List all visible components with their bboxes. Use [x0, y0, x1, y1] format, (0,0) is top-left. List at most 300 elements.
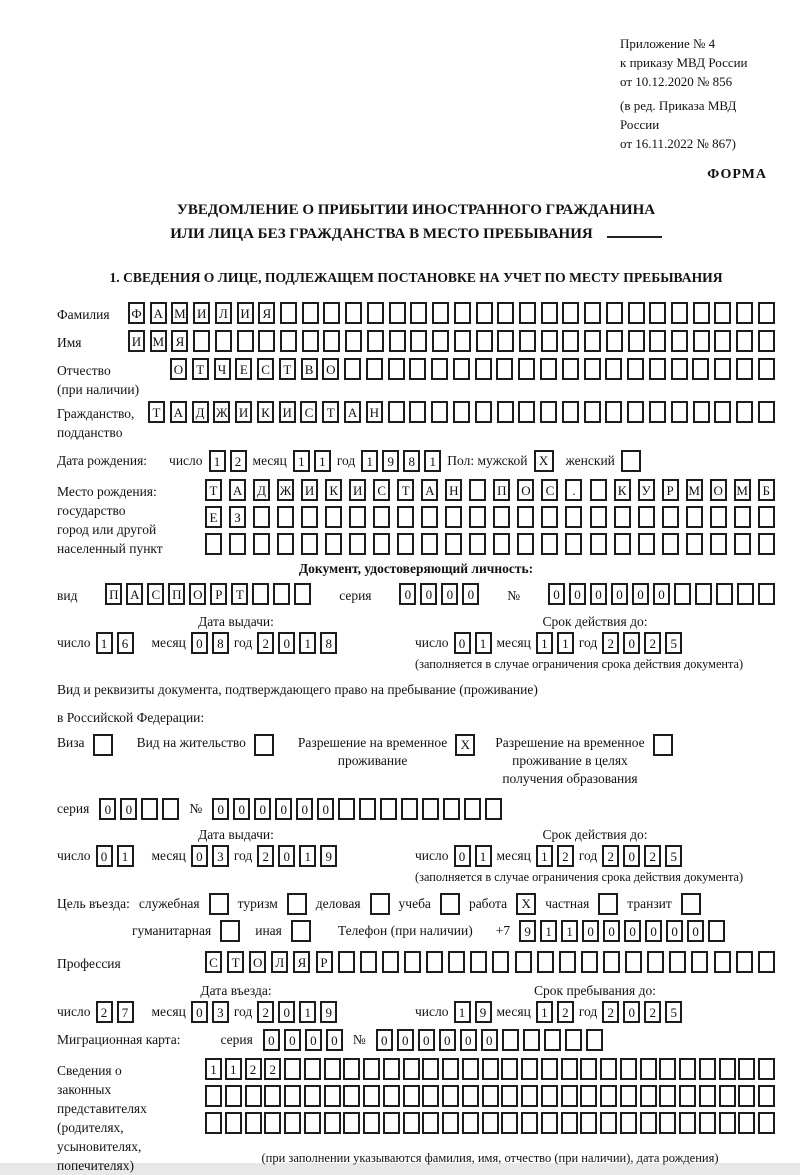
char-cell[interactable] — [409, 401, 426, 423]
char-cell[interactable] — [485, 798, 502, 820]
char-cell[interactable] — [562, 358, 579, 380]
char-cell[interactable] — [620, 1058, 637, 1080]
char-cell[interactable] — [699, 1112, 716, 1134]
char-cell[interactable] — [205, 1112, 222, 1134]
char-cell[interactable] — [562, 401, 579, 423]
char-cell[interactable]: Ж — [277, 479, 294, 501]
char-cell[interactable] — [603, 951, 620, 973]
char-cell[interactable]: 0 — [632, 583, 649, 605]
digit-cell[interactable]: 5 — [665, 632, 682, 654]
char-cell[interactable]: 0 — [441, 583, 458, 605]
char-cell[interactable] — [324, 1058, 341, 1080]
char-cell[interactable]: Я — [171, 330, 188, 352]
char-cell[interactable] — [699, 1085, 716, 1107]
char-cell[interactable]: Р — [316, 951, 333, 973]
char-cell[interactable] — [540, 358, 557, 380]
char-cell[interactable]: И — [237, 302, 254, 324]
visa-checkbox[interactable] — [93, 734, 113, 756]
char-cell[interactable] — [584, 401, 601, 423]
char-cell[interactable]: А — [126, 583, 143, 605]
char-cell[interactable] — [606, 330, 623, 352]
char-cell[interactable] — [389, 302, 406, 324]
char-cell[interactable]: 0 — [418, 1029, 435, 1051]
char-cell[interactable] — [699, 1058, 716, 1080]
char-cell[interactable] — [383, 1058, 400, 1080]
char-cell[interactable] — [193, 330, 210, 352]
char-cell[interactable] — [638, 533, 655, 555]
char-cell[interactable] — [304, 1085, 321, 1107]
char-cell[interactable] — [373, 533, 390, 555]
char-cell[interactable] — [383, 1112, 400, 1134]
char-cell[interactable] — [323, 330, 340, 352]
char-cell[interactable] — [229, 533, 246, 555]
char-cell[interactable] — [620, 1112, 637, 1134]
char-cell[interactable] — [497, 401, 514, 423]
digit-cell[interactable]: 1 — [557, 632, 574, 654]
char-cell[interactable] — [253, 506, 270, 528]
char-cell[interactable] — [649, 330, 666, 352]
digit-cell[interactable]: 2 — [257, 1001, 274, 1023]
migration-series-cells[interactable] — [263, 1029, 343, 1051]
char-cell[interactable] — [469, 506, 486, 528]
char-cell[interactable] — [454, 302, 471, 324]
char-cell[interactable] — [628, 302, 645, 324]
char-cell[interactable]: 1 — [540, 920, 557, 942]
representatives-line2[interactable] — [205, 1085, 775, 1107]
char-cell[interactable]: 0 — [317, 798, 334, 820]
char-cell[interactable] — [540, 401, 557, 423]
digit-cell[interactable]: 3 — [212, 1001, 229, 1023]
purpose-private-checkbox[interactable] — [598, 893, 618, 915]
char-cell[interactable] — [343, 1058, 360, 1080]
char-cell[interactable] — [523, 1029, 540, 1051]
purpose-humanitarian-checkbox[interactable] — [220, 920, 240, 942]
char-cell[interactable] — [581, 951, 598, 973]
char-cell[interactable] — [323, 302, 340, 324]
char-cell[interactable] — [695, 583, 712, 605]
char-cell[interactable] — [442, 1058, 459, 1080]
char-cell[interactable]: 0 — [569, 583, 586, 605]
char-cell[interactable]: П — [168, 583, 185, 605]
profession-cells[interactable] — [205, 951, 775, 973]
char-cell[interactable]: 0 — [397, 1029, 414, 1051]
char-cell[interactable] — [294, 583, 311, 605]
char-cell[interactable]: 0 — [254, 798, 271, 820]
char-cell[interactable] — [606, 302, 623, 324]
char-cell[interactable] — [580, 1058, 597, 1080]
char-cell[interactable]: М — [686, 479, 703, 501]
char-cell[interactable] — [302, 302, 319, 324]
char-cell[interactable] — [349, 506, 366, 528]
digit-cell[interactable]: 2 — [644, 1001, 661, 1023]
temp-residence-checkbox[interactable]: X — [455, 734, 475, 756]
char-cell[interactable] — [324, 1085, 341, 1107]
digit-cell[interactable]: 1 — [475, 632, 492, 654]
char-cell[interactable] — [453, 358, 470, 380]
char-cell[interactable]: Т — [148, 401, 165, 423]
char-cell[interactable]: 0 — [611, 583, 628, 605]
char-cell[interactable]: Е — [205, 506, 222, 528]
digit-cell[interactable]: 2 — [257, 632, 274, 654]
char-cell[interactable] — [738, 1112, 755, 1134]
char-cell[interactable]: 0 — [666, 920, 683, 942]
digit-cell[interactable]: 8 — [403, 450, 420, 472]
char-cell[interactable]: М — [171, 302, 188, 324]
digit-cell[interactable]: 9 — [475, 1001, 492, 1023]
char-cell[interactable] — [562, 330, 579, 352]
char-cell[interactable]: Д — [253, 479, 270, 501]
char-cell[interactable] — [518, 358, 535, 380]
char-cell[interactable] — [345, 302, 362, 324]
digit-cell[interactable]: 0 — [278, 1001, 295, 1023]
char-cell[interactable] — [541, 1112, 558, 1134]
char-cell[interactable]: 0 — [399, 583, 416, 605]
char-cell[interactable] — [383, 1085, 400, 1107]
digit-cell[interactable]: 0 — [623, 632, 640, 654]
char-cell[interactable]: А — [421, 479, 438, 501]
char-cell[interactable]: С — [541, 479, 558, 501]
char-cell[interactable] — [580, 1112, 597, 1134]
char-cell[interactable] — [403, 1085, 420, 1107]
char-cell[interactable] — [708, 920, 725, 942]
digit-cell[interactable]: 7 — [117, 1001, 134, 1023]
char-cell[interactable]: Т — [322, 401, 339, 423]
char-cell[interactable]: П — [105, 583, 122, 605]
char-cell[interactable] — [349, 533, 366, 555]
char-cell[interactable]: Т — [192, 358, 209, 380]
digit-cell[interactable]: 2 — [230, 450, 247, 472]
temp-residence-education-checkbox[interactable] — [653, 734, 673, 756]
char-cell[interactable] — [421, 506, 438, 528]
char-cell[interactable]: . — [565, 479, 582, 501]
char-cell[interactable] — [565, 533, 582, 555]
char-cell[interactable] — [359, 798, 376, 820]
char-cell[interactable] — [344, 358, 361, 380]
char-cell[interactable] — [475, 358, 492, 380]
char-cell[interactable]: 0 — [645, 920, 662, 942]
digit-cell[interactable]: 0 — [454, 632, 471, 654]
char-cell[interactable]: С — [300, 401, 317, 423]
char-cell[interactable] — [301, 506, 318, 528]
char-cell[interactable] — [403, 1058, 420, 1080]
char-cell[interactable] — [225, 1085, 242, 1107]
char-cell[interactable] — [584, 330, 601, 352]
char-cell[interactable] — [714, 330, 731, 352]
digit-cell[interactable]: 2 — [557, 845, 574, 867]
char-cell[interactable]: С — [257, 358, 274, 380]
char-cell[interactable] — [273, 583, 290, 605]
char-cell[interactable] — [562, 302, 579, 324]
char-cell[interactable] — [397, 533, 414, 555]
char-cell[interactable] — [462, 1112, 479, 1134]
char-cell[interactable]: О — [710, 479, 727, 501]
char-cell[interactable] — [679, 1085, 696, 1107]
char-cell[interactable] — [691, 951, 708, 973]
char-cell[interactable] — [671, 330, 688, 352]
char-cell[interactable] — [445, 506, 462, 528]
surname-cells[interactable] — [128, 302, 775, 324]
char-cell[interactable]: К — [325, 479, 342, 501]
char-cell[interactable]: Д — [192, 401, 209, 423]
digit-cell[interactable]: 0 — [278, 845, 295, 867]
char-cell[interactable] — [496, 358, 513, 380]
char-cell[interactable]: 0 — [284, 1029, 301, 1051]
digit-cell[interactable]: 1 — [314, 450, 331, 472]
char-cell[interactable] — [758, 401, 775, 423]
char-cell[interactable] — [225, 1112, 242, 1134]
char-cell[interactable]: А — [150, 302, 167, 324]
char-cell[interactable] — [410, 302, 427, 324]
char-cell[interactable]: 0 — [120, 798, 137, 820]
char-cell[interactable] — [215, 330, 232, 352]
char-cell[interactable] — [693, 330, 710, 352]
char-cell[interactable] — [736, 330, 753, 352]
digit-cell[interactable]: 1 — [96, 632, 113, 654]
char-cell[interactable]: 1 — [225, 1058, 242, 1080]
char-cell[interactable] — [736, 358, 753, 380]
char-cell[interactable]: 2 — [264, 1058, 281, 1080]
char-cell[interactable] — [659, 1112, 676, 1134]
char-cell[interactable] — [627, 358, 644, 380]
char-cell[interactable] — [277, 506, 294, 528]
digit-cell[interactable]: 1 — [536, 1001, 553, 1023]
char-cell[interactable] — [482, 1058, 499, 1080]
purpose-official-checkbox[interactable] — [209, 893, 229, 915]
char-cell[interactable] — [669, 951, 686, 973]
char-cell[interactable] — [584, 302, 601, 324]
char-cell[interactable] — [252, 583, 269, 605]
char-cell[interactable] — [565, 506, 582, 528]
digit-cell[interactable]: 1 — [454, 1001, 471, 1023]
char-cell[interactable] — [590, 533, 607, 555]
char-cell[interactable]: З — [229, 506, 246, 528]
char-cell[interactable] — [497, 330, 514, 352]
char-cell[interactable] — [493, 506, 510, 528]
char-cell[interactable]: 0 — [439, 1029, 456, 1051]
char-cell[interactable] — [671, 358, 688, 380]
digit-cell[interactable]: 0 — [191, 1001, 208, 1023]
char-cell[interactable] — [519, 302, 536, 324]
char-cell[interactable]: В — [301, 358, 318, 380]
char-cell[interactable]: 0 — [326, 1029, 343, 1051]
char-cell[interactable] — [363, 1058, 380, 1080]
purpose-study-checkbox[interactable] — [440, 893, 460, 915]
char-cell[interactable] — [544, 1029, 561, 1051]
char-cell[interactable] — [445, 533, 462, 555]
purpose-business-checkbox[interactable] — [370, 893, 390, 915]
char-cell[interactable]: Н — [366, 401, 383, 423]
char-cell[interactable] — [521, 1112, 538, 1134]
char-cell[interactable] — [625, 951, 642, 973]
char-cell[interactable]: О — [189, 583, 206, 605]
char-cell[interactable] — [462, 1085, 479, 1107]
residence-permit-checkbox[interactable] — [254, 734, 274, 756]
doc-number-cells[interactable] — [548, 583, 775, 605]
doc-type-cells[interactable] — [105, 583, 311, 605]
char-cell[interactable] — [565, 1029, 582, 1051]
char-cell[interactable] — [614, 533, 631, 555]
char-cell[interactable] — [758, 302, 775, 324]
char-cell[interactable]: Т — [205, 479, 222, 501]
char-cell[interactable] — [401, 798, 418, 820]
char-cell[interactable]: 0 — [590, 583, 607, 605]
char-cell[interactable]: Т — [397, 479, 414, 501]
char-cell[interactable] — [304, 1058, 321, 1080]
digit-cell[interactable]: 1 — [536, 632, 553, 654]
char-cell[interactable] — [586, 1029, 603, 1051]
char-cell[interactable] — [541, 302, 558, 324]
purpose-transit-checkbox[interactable] — [681, 893, 701, 915]
char-cell[interactable] — [284, 1112, 301, 1134]
char-cell[interactable]: Я — [258, 302, 275, 324]
representatives-line3[interactable] — [205, 1112, 775, 1134]
char-cell[interactable] — [649, 302, 666, 324]
char-cell[interactable] — [343, 1085, 360, 1107]
char-cell[interactable]: 9 — [519, 920, 536, 942]
char-cell[interactable] — [686, 533, 703, 555]
char-cell[interactable] — [469, 533, 486, 555]
char-cell[interactable] — [367, 330, 384, 352]
char-cell[interactable] — [432, 302, 449, 324]
char-cell[interactable] — [561, 1112, 578, 1134]
char-cell[interactable]: 0 — [263, 1029, 280, 1051]
char-cell[interactable]: Ч — [214, 358, 231, 380]
char-cell[interactable] — [501, 1085, 518, 1107]
birth-place-line1[interactable] — [205, 479, 775, 501]
char-cell[interactable] — [714, 302, 731, 324]
char-cell[interactable]: Н — [445, 479, 462, 501]
char-cell[interactable] — [710, 533, 727, 555]
char-cell[interactable] — [325, 533, 342, 555]
char-cell[interactable] — [432, 330, 449, 352]
char-cell[interactable]: 0 — [420, 583, 437, 605]
char-cell[interactable] — [141, 798, 158, 820]
char-cell[interactable] — [492, 951, 509, 973]
char-cell[interactable] — [388, 358, 405, 380]
char-cell[interactable] — [366, 358, 383, 380]
char-cell[interactable] — [482, 1112, 499, 1134]
purpose-tourism-checkbox[interactable] — [287, 893, 307, 915]
char-cell[interactable] — [714, 401, 731, 423]
digit-cell[interactable]: 0 — [278, 632, 295, 654]
char-cell[interactable] — [734, 533, 751, 555]
char-cell[interactable] — [442, 1112, 459, 1134]
char-cell[interactable]: Р — [210, 583, 227, 605]
digit-cell[interactable]: 1 — [117, 845, 134, 867]
char-cell[interactable] — [389, 330, 406, 352]
char-cell[interactable]: Л — [215, 302, 232, 324]
char-cell[interactable] — [280, 302, 297, 324]
char-cell[interactable] — [476, 302, 493, 324]
char-cell[interactable] — [736, 951, 753, 973]
char-cell[interactable] — [324, 1112, 341, 1134]
char-cell[interactable] — [649, 358, 666, 380]
char-cell[interactable] — [493, 533, 510, 555]
char-cell[interactable] — [580, 1085, 597, 1107]
char-cell[interactable] — [640, 1058, 657, 1080]
char-cell[interactable]: Ж — [213, 401, 230, 423]
digit-cell[interactable]: 1 — [299, 632, 316, 654]
purpose-other-checkbox[interactable] — [291, 920, 311, 942]
char-cell[interactable] — [561, 1085, 578, 1107]
char-cell[interactable] — [475, 401, 492, 423]
char-cell[interactable]: Б — [758, 479, 775, 501]
char-cell[interactable] — [302, 330, 319, 352]
char-cell[interactable] — [448, 951, 465, 973]
char-cell[interactable] — [397, 506, 414, 528]
char-cell[interactable] — [628, 330, 645, 352]
char-cell[interactable] — [734, 506, 751, 528]
char-cell[interactable]: Т — [231, 583, 248, 605]
char-cell[interactable] — [649, 401, 666, 423]
digit-cell[interactable]: 1 — [424, 450, 441, 472]
char-cell[interactable] — [605, 358, 622, 380]
char-cell[interactable] — [482, 1085, 499, 1107]
char-cell[interactable] — [671, 302, 688, 324]
char-cell[interactable] — [541, 1085, 558, 1107]
char-cell[interactable] — [345, 330, 362, 352]
digit-cell[interactable]: 1 — [209, 450, 226, 472]
char-cell[interactable] — [620, 1085, 637, 1107]
digit-cell[interactable]: 2 — [557, 1001, 574, 1023]
char-cell[interactable] — [640, 1085, 657, 1107]
char-cell[interactable]: С — [147, 583, 164, 605]
char-cell[interactable] — [422, 798, 439, 820]
char-cell[interactable] — [679, 1058, 696, 1080]
char-cell[interactable] — [382, 951, 399, 973]
char-cell[interactable] — [671, 401, 688, 423]
char-cell[interactable]: Р — [662, 479, 679, 501]
char-cell[interactable] — [253, 533, 270, 555]
char-cell[interactable]: 0 — [653, 583, 670, 605]
digit-cell[interactable]: 0 — [96, 845, 113, 867]
char-cell[interactable] — [627, 401, 644, 423]
digit-cell[interactable]: 0 — [191, 845, 208, 867]
char-cell[interactable]: К — [257, 401, 274, 423]
char-cell[interactable] — [360, 951, 377, 973]
char-cell[interactable] — [518, 401, 535, 423]
char-cell[interactable] — [476, 330, 493, 352]
char-cell[interactable] — [469, 479, 486, 501]
char-cell[interactable]: М — [150, 330, 167, 352]
char-cell[interactable]: 1 — [205, 1058, 222, 1080]
char-cell[interactable]: О — [322, 358, 339, 380]
char-cell[interactable] — [443, 798, 460, 820]
char-cell[interactable] — [497, 302, 514, 324]
char-cell[interactable] — [541, 330, 558, 352]
char-cell[interactable] — [541, 1058, 558, 1080]
char-cell[interactable] — [659, 1085, 676, 1107]
char-cell[interactable] — [640, 1112, 657, 1134]
digit-cell[interactable]: 1 — [536, 845, 553, 867]
char-cell[interactable]: 0 — [603, 920, 620, 942]
char-cell[interactable] — [600, 1058, 617, 1080]
doc-series-cells[interactable] — [399, 583, 479, 605]
char-cell[interactable]: К — [614, 479, 631, 501]
char-cell[interactable] — [738, 1058, 755, 1080]
char-cell[interactable]: 0 — [233, 798, 250, 820]
char-cell[interactable] — [719, 1085, 736, 1107]
digit-cell[interactable]: 0 — [454, 845, 471, 867]
char-cell[interactable] — [426, 951, 443, 973]
char-cell[interactable] — [638, 506, 655, 528]
digit-cell[interactable]: 2 — [602, 1001, 619, 1023]
char-cell[interactable] — [758, 330, 775, 352]
migration-number-cells[interactable] — [376, 1029, 603, 1051]
char-cell[interactable] — [343, 1112, 360, 1134]
char-cell[interactable] — [380, 798, 397, 820]
char-cell[interactable]: О — [249, 951, 266, 973]
